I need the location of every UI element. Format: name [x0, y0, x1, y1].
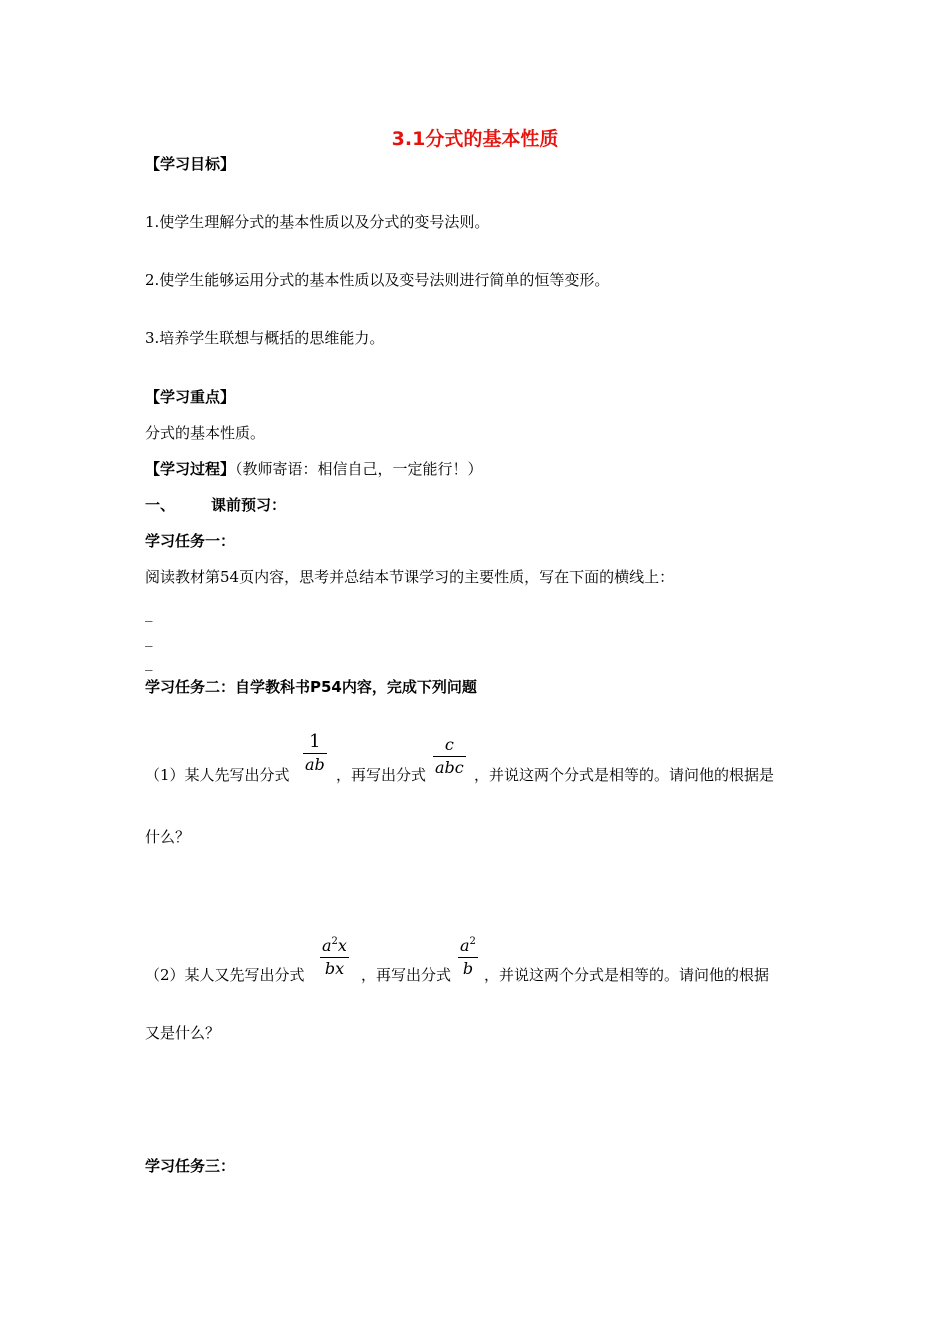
- section-1-number: 一、: [145, 496, 176, 514]
- task-1-text: 阅读教材第54页内容，思考并总结本节课学习的主要性质，写在下面的横线上：: [145, 568, 675, 586]
- q1-fraction-1-denominator: ab: [305, 755, 325, 774]
- process-heading: 【学习过程】: [145, 460, 236, 478]
- q1-fraction-2-denominator: abc: [435, 758, 464, 777]
- q2-fraction-2-base: a: [460, 936, 470, 955]
- objective-item-1: 1.使学生理解分式的基本性质以及分式的变号法则。: [145, 213, 490, 231]
- section-1-title: 课前预习：: [211, 496, 287, 514]
- fraction-bar: [433, 756, 466, 757]
- task-2-heading: 学习任务二：自学教科书P54内容，完成下列问题: [145, 678, 477, 696]
- task-1-heading: 学习任务一：: [145, 532, 236, 550]
- objective-item-3: 3.培养学生联想与概括的思维能力。: [145, 329, 385, 347]
- q1-fraction-1: [303, 733, 327, 774]
- q2-middle: ，再写出分式: [361, 966, 452, 984]
- page-title: 3.1分式的基本性质: [391, 128, 559, 150]
- q2-suffix: ，并说这两个分式是相等的。请问他的根据: [484, 966, 770, 984]
- q2-fraction-1-numerator: [320, 933, 349, 955]
- q1-fraction-1-numerator: 1: [309, 731, 321, 752]
- q1-fraction-2: [433, 736, 466, 777]
- teacher-note: （教师寄语：相信自己，一定能行！）: [235, 460, 483, 478]
- q2-fraction-1-exponent: 2: [331, 936, 338, 947]
- q1-prefix: （1）某人先写出分式: [145, 766, 290, 784]
- answer-blank-3[interactable]: _: [145, 653, 153, 671]
- objectives-heading: 【学习目标】: [145, 155, 236, 173]
- q2-fraction-1-base: a: [322, 936, 332, 955]
- objective-item-2: 2.使学生能够运用分式的基本性质以及变号法则进行简单的恒等变形。: [145, 271, 610, 289]
- q2-fraction-1-tail: x: [337, 936, 347, 955]
- key-point-text: 分式的基本性质。: [145, 424, 266, 442]
- task-3-heading: 学习任务三：: [145, 1157, 236, 1175]
- answer-blank-2[interactable]: _: [145, 629, 153, 647]
- q2-continuation: 又是什么？: [145, 1024, 221, 1042]
- q2-fraction-2: [458, 933, 478, 978]
- q2-prefix: （2）某人又先写出分式: [145, 966, 305, 984]
- q1-fraction-2-numerator: c: [444, 735, 454, 754]
- q2-fraction-2-numerator: [458, 933, 478, 955]
- q1-suffix: ，并说这两个分式是相等的。请问他的根据是: [474, 766, 775, 784]
- q1-continuation: 什么？: [145, 828, 191, 846]
- q2-fraction-2-exponent: 2: [469, 936, 476, 947]
- q1-middle: ，再写出分式: [336, 766, 427, 784]
- fraction-bar: [320, 957, 349, 958]
- q2-fraction-1-denominator: bx: [324, 959, 345, 978]
- q2-fraction-2-denominator: b: [462, 959, 474, 978]
- fraction-bar: [303, 753, 327, 754]
- q2-fraction-1: [320, 933, 349, 978]
- process-heading-line: [145, 458, 483, 479]
- answer-blank-1[interactable]: _: [145, 604, 153, 622]
- fraction-bar: [458, 957, 478, 958]
- key-point-heading: 【学习重点】: [145, 388, 236, 406]
